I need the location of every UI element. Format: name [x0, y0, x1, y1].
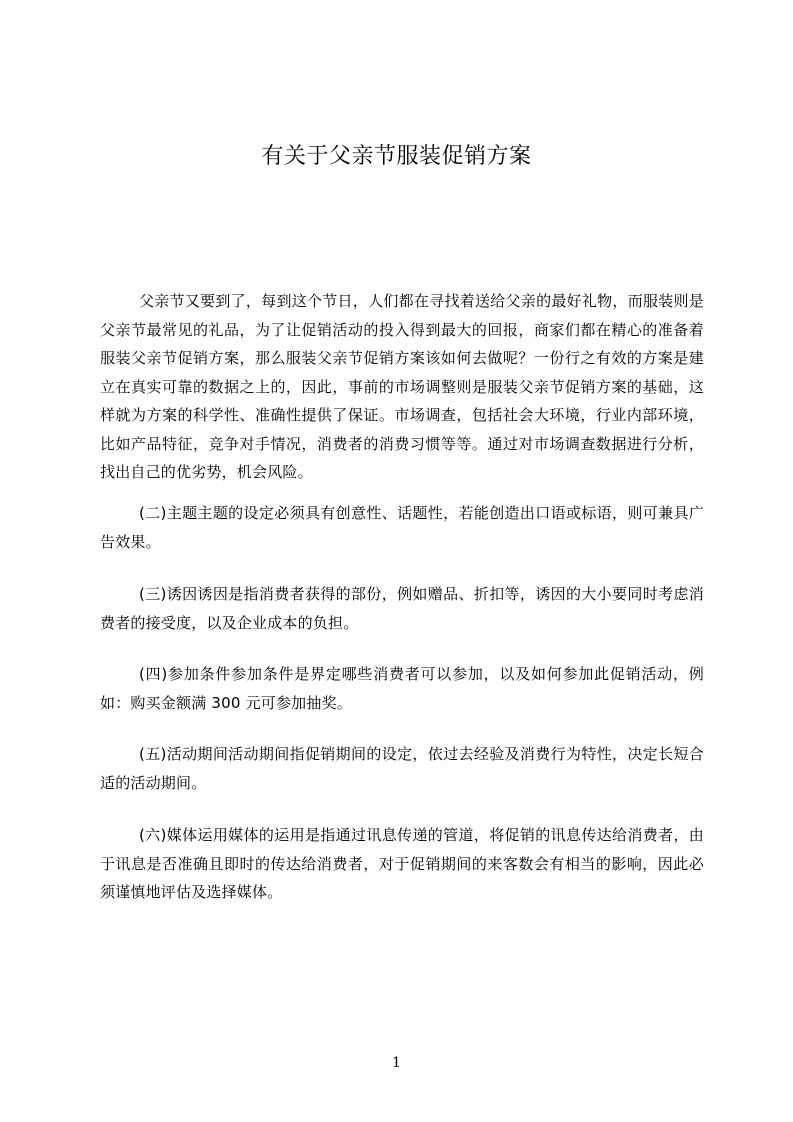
paragraph-intro: 父亲节又要到了，每到这个节日，人们都在寻找着送给父亲的最好礼物，而服装则是父亲节最常见的礼品，为了让促销活动的投入得到最大的回报，商家们都在精心的准备着服装父亲节促销方案，那么服装父亲节促销方案该如何去做呢？一份行之有效的方案是建立在真实可靠的数据之上的，因此，事前的市场调整则是服装父亲节促销方案的基础，这样就为方案的科学性、准确性提供了保证。市场调查，包括社会大环境，行业内部环境，比如产品特征，竞争对手情况，消费者的消费习惯等等。通过对市场调查数据进行分析，找出自己的优劣势，机会风险。 — [100, 292, 704, 481]
paragraph-theme: (二)主题主题的设定必须具有创意性、话题性，若能创造出口语或标语，则可兼具广告效果。 — [100, 504, 704, 551]
paragraph-media: (六)媒体运用媒体的运用是指通过讯息传递的管道，将促销的讯息传达给消费者，由于讯息是否准确且即时的传达给消费者，对于促销期间的来客数会有相当的影响，因此必须谨慎地评估及选择媒体。 — [100, 826, 704, 901]
paragraph-incentive: (三)诱因诱因是指消费者获得的部份，例如赠品、折扣等，诱因的大小要同时考虑消费者的接受度，以及企业成本的负担。 — [100, 585, 704, 632]
page-title: 有关于父亲节服装促销方案 — [261, 144, 532, 169]
paragraph-conditions: (四)参加条件参加条件是界定哪些消费者可以参加，以及如何参加此促销活动，例如：购买金额满 300 元可参加抽奖。 — [100, 665, 704, 712]
paragraph-period: (五)活动期间活动期间指促销期间的设定，依过去经验及消费行为特性，决定长短合适的活动期间。 — [100, 745, 704, 792]
page-number: 1 — [392, 1055, 401, 1071]
